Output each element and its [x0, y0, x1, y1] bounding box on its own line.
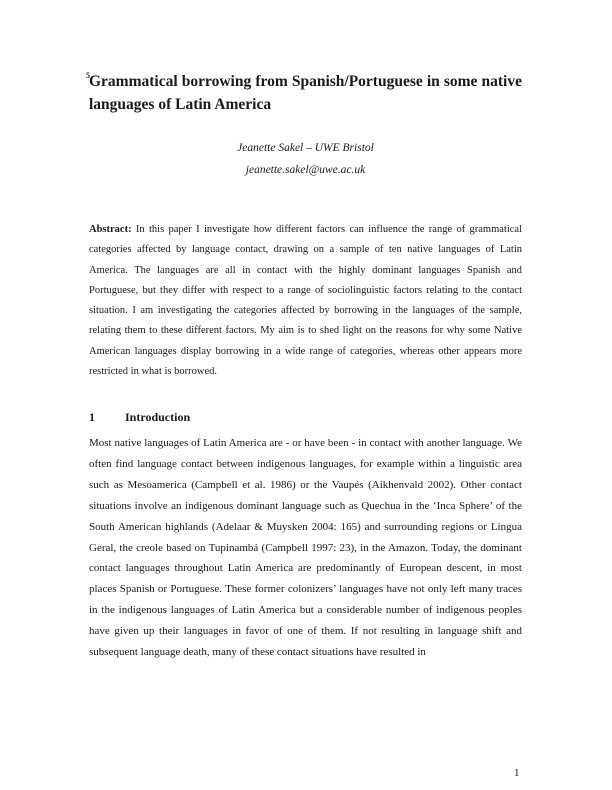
section-heading — [89, 410, 190, 425]
section-title: Introduction — [125, 410, 191, 424]
abstract-label: Abstract: — [89, 224, 132, 235]
author-line: Jeanette Sakel – UWE Bristol — [237, 142, 374, 154]
section-number: 1 — [89, 410, 95, 424]
abstract-text: In this paper I investigate how different factors can influence the range of grammatical categories affected by language contact, drawing on a sample of ten native languages of Latin America. The languages are all in contact with the highly dominant languages Spanish and Portuguese, but they differ with respect to a range of sociolinguistic factors relating to the contact situation. I am investigating the categories affected by borrowing in the languages of the sample, relating them to these different factors. My aim is to shed light on the reasons for why some Native American languages display borrowing in a wide range of categories, whereas other appears more restricted in what is borrowed. — [89, 224, 522, 378]
page-number: 1 — [514, 767, 520, 779]
title-footnote-mark: 5 — [86, 71, 90, 80]
abstract — [89, 220, 522, 382]
author-email: jeanette.sakel@uwe.ac.uk — [245, 164, 366, 176]
paper-title — [86, 70, 522, 116]
paper-title-text: Grammatical borrowing from Spanish/Portuguese in some native languages of Latin America — [89, 73, 522, 113]
body-paragraph: Most native languages of Latin America are - or have been - in contact with another language. We often find language contact between indigenous languages, for example within a linguistic area such as Mesoamerica (Campbell et al. 1986) or the Vaupés (Aikhenvald 2002). Other contact situations involve an indigenous dominant language such as Quechua in the ‘Inca Sphere’ of the South American highlands (Adelaar & Muysken 2004: 165) and surrounding regions or Lingua Geral, the creole based on Tupinambá (Campbell 1997: 23), in the Amazon. Today, the dominant contact languages throughout Latin America are predominantly of European descent, in most places Spanish or Portuguese. These former colonizers’ languages have not only left many traces in the indigenous languages of Latin America but a considerable number of indigenous peoples have given up their languages in favor of one of them. If not resulting in language shift and subsequent language death, many of these contact situations have resulted in — [89, 437, 522, 659]
